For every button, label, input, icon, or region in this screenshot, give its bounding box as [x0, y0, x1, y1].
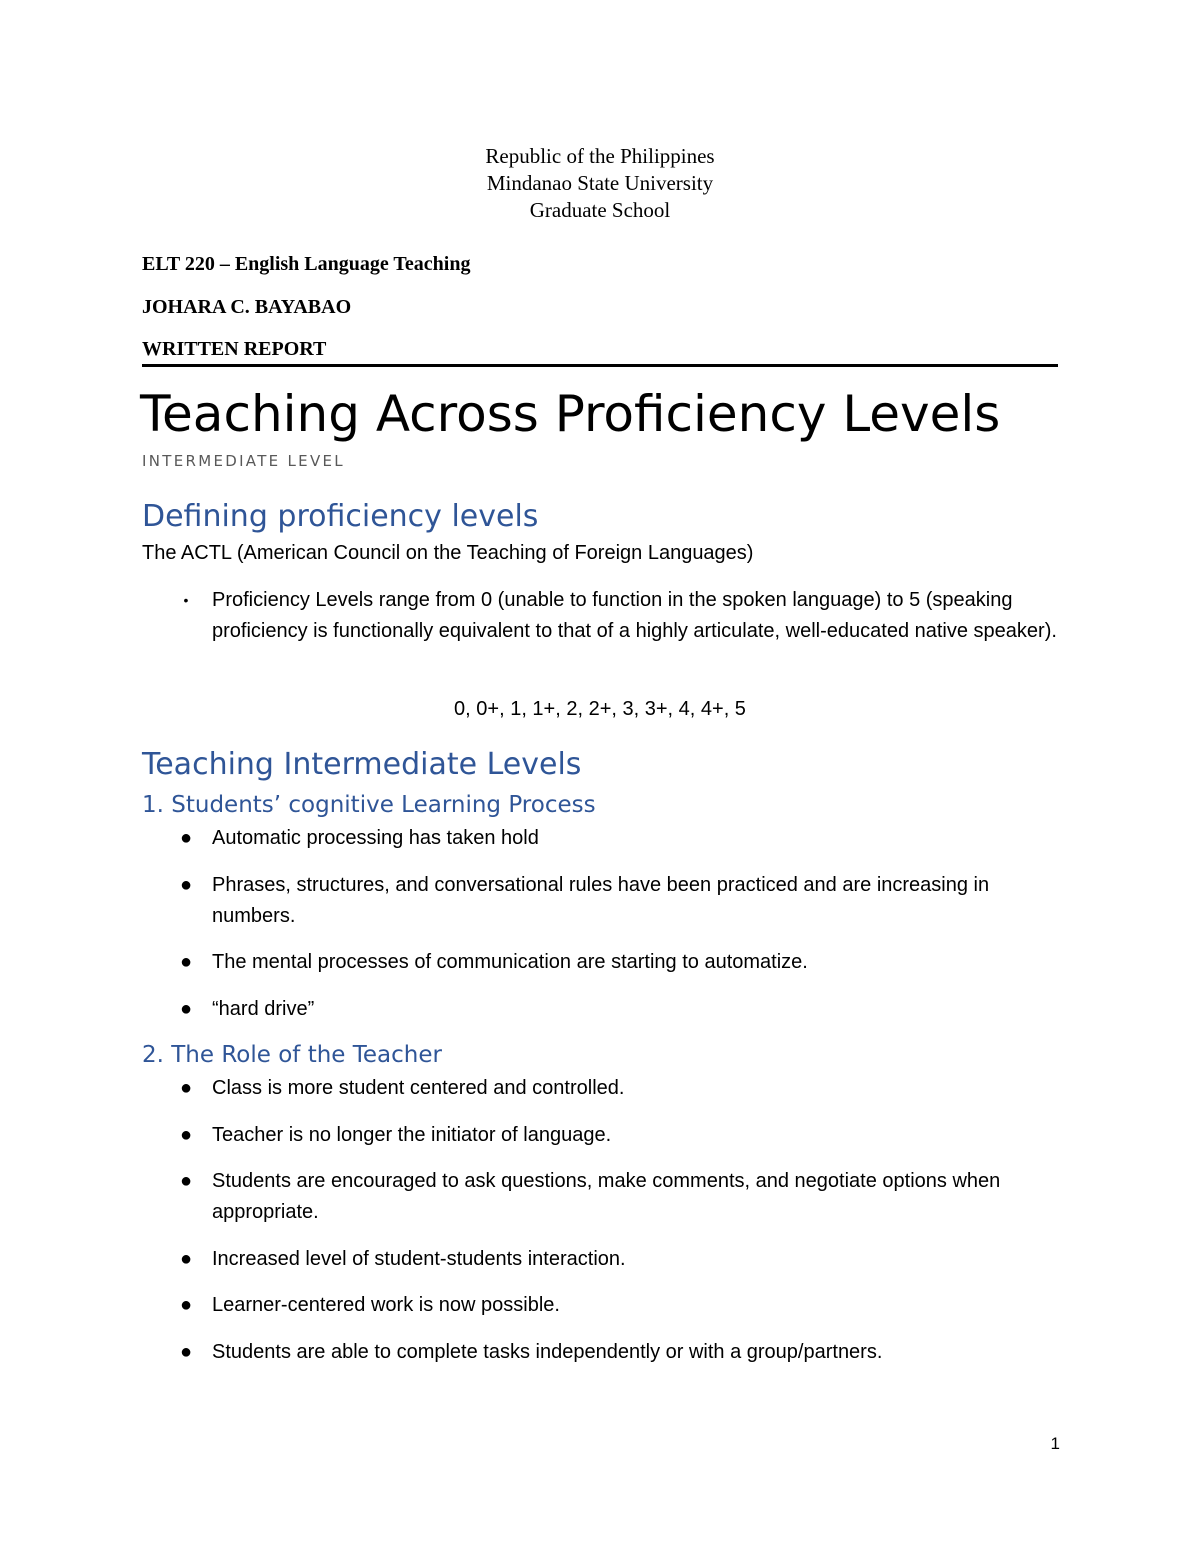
proficiency-scale: 0, 0+, 1, 1+, 2, 2+, 3, 3+, 4, 4+, 5 — [454, 698, 746, 720]
list-item — [142, 585, 1072, 680]
list-item-text: Teacher is no longer the initiator of language. — [212, 1124, 612, 1146]
section-heading-defining: Defining proficiency levels — [142, 499, 539, 534]
bullet-marker: ● — [179, 827, 193, 849]
bullet-marker: ● — [179, 1294, 193, 1316]
subsection-heading-cognitive: 1. Students’ cognitive Learning Process — [142, 792, 596, 818]
list-item-text: Increased level of student-students interaction. — [212, 1248, 626, 1270]
list-item-text: Automatic processing has taken hold — [212, 827, 539, 849]
page-number: 1 — [1050, 1434, 1060, 1453]
document-subtitle: INTERMEDIATE LEVEL — [142, 452, 345, 470]
list-item-text: Phrases, structures, and conversational rules have been practiced and are increasing in numbers. — [212, 874, 990, 927]
bullet-marker: ● — [179, 1248, 193, 1270]
header-line-university: Mindanao State University — [486, 171, 714, 195]
bullet-marker: ● — [179, 951, 193, 973]
bullet-marker: ● — [179, 998, 193, 1020]
list-item-text: Students are able to complete tasks independently or with a group/partners. — [212, 1341, 883, 1363]
institution-header — [0, 143, 1200, 224]
author-name: JOHARA C. BAYABAO — [142, 296, 352, 318]
bullet-marker: • — [183, 592, 189, 608]
subsection-heading-teacher-role: 2. The Role of the Teacher — [142, 1042, 442, 1068]
bullet-marker: ● — [179, 1170, 193, 1192]
document-title: Teaching Across Proficiency Levels — [140, 385, 1001, 443]
section-intro: The ACTL (American Council on the Teaching of Foreign Languages) — [142, 542, 754, 564]
list-item-text: “hard drive” — [212, 998, 315, 1020]
report-type: WRITTEN REPORT — [142, 338, 327, 360]
header-line-school: Graduate School — [529, 198, 671, 222]
bullet-marker: ● — [179, 874, 193, 896]
course-line: ELT 220 – English Language Teaching — [142, 253, 471, 275]
bullet-marker: ● — [179, 1077, 193, 1099]
section-heading-teaching-intermediate: Teaching Intermediate Levels — [142, 747, 582, 782]
list-item-text: The mental processes of communication are starting to automatize. — [212, 951, 808, 973]
bullet-marker: ● — [179, 1341, 193, 1363]
bullet-marker: ● — [179, 1124, 193, 1146]
list-item-text: Class is more student centered and controlled. — [212, 1077, 625, 1099]
list-item-text: Proficiency Levels range from 0 (unable to function in the spoken language) to 5 (speaking proficiency is functionally equivalent to that of a highly articulate, well-educated native speaker). — [212, 589, 1057, 642]
title-divider — [142, 364, 1058, 367]
header-line-republic: Republic of the Philippines — [485, 144, 715, 168]
list-item-text: Learner-centered work is now possible. — [212, 1294, 560, 1316]
list-item-text: Students are encouraged to ask questions, make comments, and negotiate options when appropriate. — [212, 1170, 1001, 1223]
